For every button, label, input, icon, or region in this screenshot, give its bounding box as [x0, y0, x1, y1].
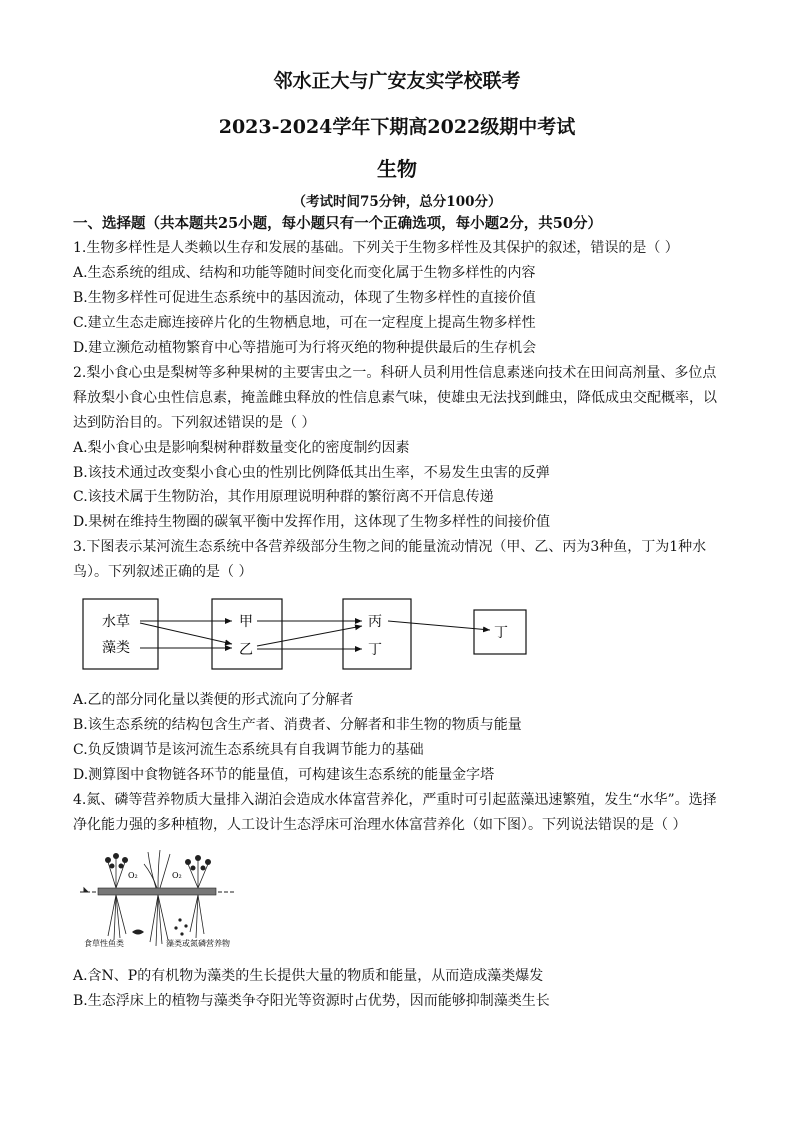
q2-stem-line2: 释放梨小食心虫性信息素，掩盖雌虫释放的性信息素气味，使雄虫无法找到雌虫，降低成虫交配概率，以: [73, 390, 717, 406]
exam-info: （考试时间75分钟，总分100分）: [292, 194, 502, 210]
energy-flow-diagram: [82, 596, 542, 676]
q3-stem-line2: 鸟）。下列叙述正确的是（ ）: [73, 564, 253, 580]
label-ding: 丁: [494, 625, 508, 641]
plant-middle: [144, 850, 170, 946]
q1-stem: 1.生物多样性是人类赖以生存和发展的基础。下列关于生物多样性及其保护的叙述，错误的是（ ）: [73, 240, 679, 256]
q2-stem-line3: 达到防治目的。下列叙述错误的是（ ）: [73, 415, 316, 431]
nutrient-dots: [174, 918, 187, 935]
label-yi: 乙: [239, 642, 253, 658]
label-jia: 甲: [239, 614, 253, 630]
q1-option-a: A.生态系统的组成、结构和功能等随时间变化而变化属于生物多样性的内容: [73, 265, 536, 281]
q3-option-b: B.该生态系统的结构包含生产者、消费者、分解者和非生物的物质与能量: [73, 717, 522, 733]
fish-icon: [132, 930, 144, 935]
q2-option-d: D.果树在维持生物圈的碳氧平衡中发挥作用，这体现了生物多样性的间接价值: [73, 514, 551, 530]
q1-option-d: D.建立濒危动植物繁育中心等措施可为行将灭绝的物种提供最后的生存机会: [73, 340, 537, 356]
fish-label: 食草性鱼类: [84, 939, 124, 948]
q2-option-b: B.该技术通过改变梨小食心虫的性别比例降低其出生率，不易发生虫害的反弹: [73, 465, 550, 481]
label-zaolei: 藻类: [102, 640, 130, 656]
q4-option-a: A.含N、P的有机物为藻类的生长提供大量的物质和能量，从而造成藻类爆发: [73, 968, 544, 984]
secondary-consumer-box: [343, 599, 411, 669]
subject-title: 生物: [377, 157, 417, 181]
o2-label-right: O₂: [172, 871, 182, 880]
q1-option-c: C.建立生态走廊连接碎片化的生物栖息地，可在一定程度上提高生物多样性: [73, 315, 536, 331]
nutrient-label: 藻类或氮磷营养物: [166, 939, 230, 948]
q2-stem-line1: 2.梨小食心虫是梨树等多种果树的主要害虫之一。科研人员利用性信息素迷向技术在田间高剂量、多位点: [73, 365, 717, 381]
flow-arrows: [140, 621, 490, 649]
q2-option-a: A.梨小食心虫是影响梨树种群数量变化的密度制约因素: [73, 440, 410, 456]
section-heading: 一、选择题（共本题共25小题，每小题只有一个正确选项，每小题2分，共50分）: [73, 215, 602, 232]
floating-bed: [98, 888, 216, 895]
q4-option-b: B.生态浮床上的植物与藻类争夺阳光等资源时占优势，因而能够抑制藻类生长: [73, 993, 550, 1009]
q1-option-b: B.生物多样性可促进生态系统中的基因流动，体现了生物多样性的直接价值: [73, 290, 536, 306]
school-title: 邻水正大与广安友实学校联考: [273, 70, 521, 92]
label-shuicao: 水草: [102, 614, 130, 630]
label-ding-mid: 丁: [368, 642, 382, 658]
q4-stem-line1: 4.氮、磷等营养物质大量排入湖泊会造成水体富营养化，严重时可引起蓝藻迅速繁殖，发生“水华”。选择: [73, 792, 717, 808]
q3-stem-line1: 3.下图表示某河流生态系统中各营养级部分生物之间的能量流动情况（甲、乙、丙为3种鱼，丁为1种水: [73, 539, 707, 555]
q3-option-d: D.测算图中食物链各环节的能量值，可构建该生态系统的能量金字塔: [73, 767, 495, 783]
q2-option-c: C.该技术属于生物防治，其作用原理说明种群的繁衍离不开信息传递: [73, 489, 494, 505]
q3-option-c: C.负反馈调节是该河流生态系统具有自我调节能力的基础: [73, 742, 424, 758]
plant-right: [188, 860, 208, 938]
exam-title: 2023-2024学年下期高2022级期中考试: [218, 116, 576, 138]
label-bing: 丙: [368, 614, 382, 630]
plant-left: [108, 858, 126, 940]
o2-label-left: O₂: [128, 871, 138, 880]
q4-stem-line2: 净化能力强的多种植物，人工设计生态浮床可治理水体富营养化（如下图）。下列说法错误的是（ ）: [73, 817, 687, 833]
q3-option-a: A.乙的部分同化量以粪便的形式流向了分解者: [73, 692, 354, 708]
producer-box: [83, 599, 158, 669]
primary-consumer-box: [212, 599, 282, 669]
ecological-floating-bed-figure: [78, 848, 238, 952]
